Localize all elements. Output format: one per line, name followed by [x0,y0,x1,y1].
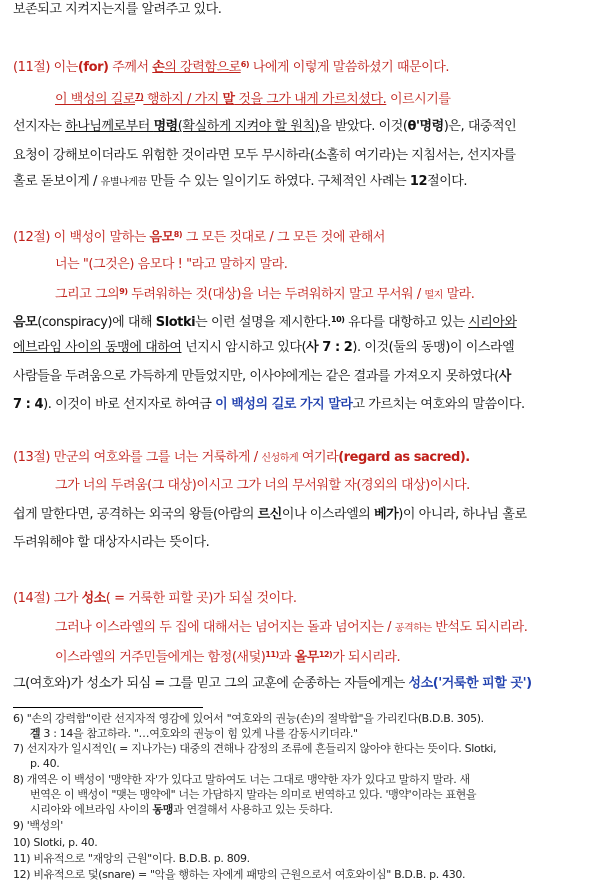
text: 만들 수 있는 일이기도 하였다. 구체적인 사례는 [146,174,410,189]
footnote-8-line-3 [30,803,333,817]
text: 12 [409,174,428,189]
text: 요청이 강해보이더라도 위험한 것이라면 모두 무시하라(소홀히 여기라)는 지침서는, 선지자를 [13,148,516,163]
text: 것을 그가 내게 가르치셨다. [234,92,387,107]
text: (확실하게 지켜야 할 원칙) [177,119,320,134]
text: 반석도 되시리라. [431,620,528,635]
text: 겔 [30,727,41,740]
footnote-7-line-1 [13,742,496,756]
paragraph-1-line-1 [13,117,516,137]
text: 음모 [149,230,174,245]
text: 두려워하는 것(대상)을 너는 두려워하지 말고 무서워 / [127,287,425,302]
paragraph-2-line-2 [13,338,514,358]
text: 을 받았다. 이것( [319,119,408,134]
footnote-12 [13,868,465,882]
text: 보존되고 지켜지는지를 알려주고 있다. [13,2,222,17]
verse-12-heading [13,225,385,248]
text: 그 모든 것대로 / 그 모든 것에 관해서 [182,230,385,245]
footnote-6-line-1 [13,712,484,726]
text: 여기라 [298,450,339,465]
verse-12-quote-1 [55,255,287,275]
text: 하나님께로부터 [65,119,154,134]
text: 과 연결해서 사용하고 있는 듯하다. [173,803,333,816]
text: Slotki [155,315,196,330]
text: 의 강력함으로 [164,60,241,75]
text: 그(여호와)가 성소가 되심 = 그를 믿고 그의 교훈에 순종하는 자들에게는 [13,676,409,691]
verse-14-heading [13,589,297,609]
text: 사람들을 두려움으로 가득하게 만들었지만, 이사야에게는 같은 결과를 가져오지 못하였다( [13,369,499,384]
text: 떨지 [424,290,443,301]
text: (11절) 이는 [13,60,78,75]
text: 3 : 14을 참고하라. "…여호와의 권능이 힘 있게 나를 감동시키더라." [40,727,358,740]
footnote-ref: 7) [135,92,144,101]
text: 에브라임 사이의 동맹에 대하여 [13,340,182,355]
footnote-9 [13,819,63,833]
text: ). 이것(둘의 동맹)이 이스라엘 [352,340,515,355]
text: 번역은 이 백성이 "맺는 맹약에" 너는 가담하지 말라는 의미로 번역하고 있다. '맹약'이라는 표현을 [30,788,477,801]
text: 는 이런 설명을 제시한다. [195,315,331,330]
paragraph-intro-line [13,0,221,20]
text: 이스라엘의 거주민들에게는 함정(새덫) [55,650,266,665]
text: 명령 [153,119,178,134]
text: 말 [222,92,235,107]
text: p. 40. [30,757,60,770]
paragraph-2-line-1 [13,310,517,333]
text: (12절) 이 백성이 말하는 [13,230,150,245]
footnote-6-line-2 [30,727,358,741]
verse-11-quote [55,87,451,110]
text: θ'명령 [407,119,444,134]
text: 이 백성의 길로 가지 말라 [215,397,353,412]
text: 그러나 이스라엘의 두 집에 대해서는 넘어지는 돌과 넘어지는 / [55,620,395,635]
text: 르신 [257,507,282,522]
text: 성소 [408,676,433,691]
text: 12) 비유적으로 덫(snare) = "악을 행하는 자에게 패망의 근원으로서 여호와이심" B.D.B. p. 430. [13,868,466,881]
text: 이나 이스라엘의 [281,507,375,522]
text: 사 [498,369,511,384]
text: 손 [152,60,165,75]
verse-12-quote-2 [55,282,474,306]
text: 쉽게 말한다면, 공격하는 외국의 왕들(아람의 [13,507,258,522]
verse-11-heading [13,55,449,78]
verse-14-quote-1 [55,618,527,639]
text: 9) '백성의' [13,819,63,832]
text: 주께서 [108,60,153,75]
text: ). 이것이 바로 선지자로 하여금 [43,397,216,412]
footnote-ref: 11) [265,650,279,659]
verse-13-quote [55,476,470,496]
text: 신성하게 [261,453,299,464]
paragraph-3-line-1 [13,505,527,525]
text: ( = 거룩한 피할 곳)가 되실 것이다. [105,591,297,606]
text: 과 [278,650,295,665]
text: 올무 [294,650,319,665]
paragraph-4-line-1 [13,674,532,694]
footnote-7-line-2 [30,757,59,771]
footnote-8-line-2 [30,788,476,802]
text: (13절) 만군의 여호와를 그를 너는 거룩하게 / [13,450,262,465]
text: 10) Slotki, p. 40. [13,836,98,849]
text: 말라. [442,287,475,302]
footnote-ref: 6) [240,60,250,69]
text: 이 백성의 길로 [55,92,136,107]
text: 고 가르치는 여호와의 말씀이다. [352,397,525,412]
text: 8) 개역은 이 백성이 '맹약한 자'가 있다고 말하여도 너는 그대로 맹약한 자가 있다고 말하지 말라. 새 [13,773,470,786]
text: 11) 비유적으로 "재앙의 근원"이다. B.D.B. p. 809. [13,852,250,865]
text: (14절) 그가 [13,591,82,606]
text: 유별나게끔 [100,177,147,188]
paragraph-1-line-2 [13,146,516,166]
text: 두려워해야 할 대상자시라는 뜻이다. [13,535,210,550]
text: )이 아니라, 하나님 홀로 [398,507,527,522]
verse-13-heading [13,448,470,469]
text: 음모 [13,315,38,330]
footnote-11 [13,852,250,866]
text: 6) "손의 강력함"이란 선지자적 영감에 있어서 "여호와의 권능(손)의 절박함"을 가리킨다(B.D.B. 305). [13,712,484,725]
text: 가 되시리라. [332,650,401,665]
text: 성소 [81,591,106,606]
text: (conspiracy)에 대해 [37,315,156,330]
paragraph-2-line-4 [13,395,525,415]
text: 너는 "(그것은) 음모다 ! "라고 말하지 말라. [55,257,288,272]
text: 공격하는 [394,623,432,634]
text: 7 : 4 [13,397,44,412]
text: (regard as sacred). [338,450,470,465]
text: 7) 선지자가 일시적인( = 지나가는) 대중의 견해나 감정의 조류에 흔들리지 않아야 한다는 뜻이다. Slotki, [13,742,497,755]
text: 베가 [374,507,399,522]
text: 선지자는 [13,119,66,134]
text: 나에게 이렇게 말씀하셨기 때문이다. [249,60,450,75]
text: )은, 대중적인 [443,119,517,134]
text: ('거룩한 피할 곳') [432,676,532,691]
footnote-ref: 9) [119,287,128,296]
footnote-8-line-1 [13,773,470,787]
text: 유다를 대항하고 있는 [344,315,469,330]
text: 그가 너의 두려움(그 대상)이시고 그가 너의 무서워할 자(경외의 대상)이시다. [55,478,470,493]
text: 홀로 돋보이게 / [13,174,101,189]
paragraph-1-line-3 [13,172,467,193]
text: 사 7 : 2 [306,340,353,355]
footnote-ref: 12) [318,650,333,659]
text: 행하지 / 가지 [143,92,223,107]
text: 이르시기를 [386,92,451,107]
text: 그리고 그의 [55,287,120,302]
footnote-10 [13,836,97,850]
footnote-ref: 10) [330,315,345,324]
text: 동맹 [152,803,174,816]
text: 넌지시 암시하고 있다( [181,340,307,355]
verse-14-quote-2 [55,645,400,668]
text: (for) [77,60,109,75]
text: 시리아와 에브라임 사이의 [30,803,153,816]
footnote-separator [13,707,203,708]
footnote-ref: 8) [173,230,183,239]
paragraph-2-line-3 [13,367,511,387]
paragraph-3-line-2 [13,533,209,553]
text: 절이다. [427,174,468,189]
text: 시리아와 [468,315,517,330]
